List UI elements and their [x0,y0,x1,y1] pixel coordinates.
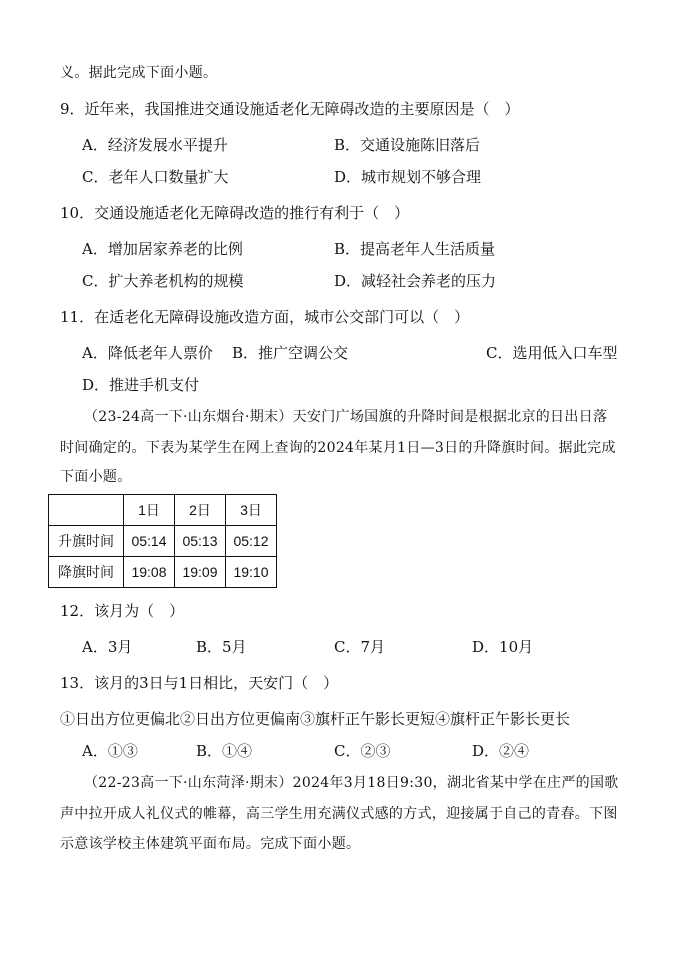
question-11-stem: 11．在适老化无障碍设施改造方面，城市公交部门可以（ ） [60,308,470,326]
table-cell: 19:10 [226,557,277,588]
q12-option-c: C．7月 [334,638,386,656]
q11-option-d: D．推进手机支付 [82,376,200,394]
q9-option-d: D．城市规划不够合理 [334,168,482,186]
table-header-row [49,495,277,526]
table-row [49,526,277,557]
passage-2-line-1: （23-24高一下·山东烟台·期末）天安门广场国旗的升降时间是根据北京的日出日落 [84,409,608,425]
row-label-raise: 升旗时间 [49,526,124,557]
q12-option-b: B．5月 [196,638,247,656]
q10-option-d: D．减轻社会养老的压力 [334,272,497,290]
passage-2-line-2: 时间确定的。下表为某学生在网上查询的2024年某月1日—3日的升降旗时间。据此完成 [60,440,616,456]
table-cell: 19:08 [124,557,175,588]
table-cell: 19:09 [175,557,226,588]
q12-option-a: A．3月 [82,638,133,656]
question-9-stem: 9．近年来，我国推进交通设施适老化无障碍改造的主要原因是（ ） [60,100,520,118]
question-10-stem: 10．交通设施适老化无障碍改造的推行有利于（ ） [60,204,410,222]
question-13-stem: 13．该月的3日与1日相比，天安门（ ） [60,674,339,692]
q11-option-a: A．降低老年人票价 [82,344,213,362]
table-header-day-1: 1日 [124,495,175,526]
passage-3-line-1: （22-23高一下·山东菏泽·期末）2024年3月18日9:30，湖北省某中学在庄严的国歌 [84,775,619,791]
q9-option-b: B．交通设施陈旧落后 [334,136,481,154]
passage-3-line-3: 示意该学校主体建筑平面布局。完成下面小题。 [60,836,361,852]
table-corner-cell [49,495,124,526]
flag-time-table [48,494,277,588]
q10-option-c: C．扩大养老机构的规模 [82,272,244,290]
table-cell: 05:14 [124,526,175,557]
row-label-lower: 降旗时间 [49,557,124,588]
passage-2-line-3: 下面小题。 [60,469,132,485]
q9-option-a: A．经济发展水平提升 [82,136,228,154]
table-cell: 05:13 [175,526,226,557]
table-header-day-3: 3日 [226,495,277,526]
q13-option-a: A．①③ [82,742,138,760]
q11-option-b: B．推广空调公交 [232,344,349,362]
table-row [49,557,277,588]
question-12-stem: 12．该月为（ ） [60,602,185,620]
q10-option-b: B．提高老年人生活质量 [334,240,496,258]
q12-option-d: D．10月 [472,638,534,656]
q13-option-d: D．②④ [472,742,530,760]
table-cell: 05:12 [226,526,277,557]
q13-option-b: B．①④ [196,742,253,760]
table-header-day-2: 2日 [175,495,226,526]
q13-statements: ①日出方位更偏北②日出方位更偏南③旗杆正午影长更短④旗杆正午影长更长 [60,710,571,728]
passage-3-line-2: 声中拉开成人礼仪式的帷幕，高三学生用充满仪式感的方式，迎接属于自己的青春。下图 [60,806,618,822]
q13-option-c: C．②③ [334,742,391,760]
q9-option-c: C．老年人口数量扩大 [82,168,229,186]
q11-option-c: C．选用低入口车型 [486,344,618,362]
intro-tail: 义。据此完成下面小题。 [60,65,218,81]
q10-option-a: A．增加居家养老的比例 [82,240,243,258]
